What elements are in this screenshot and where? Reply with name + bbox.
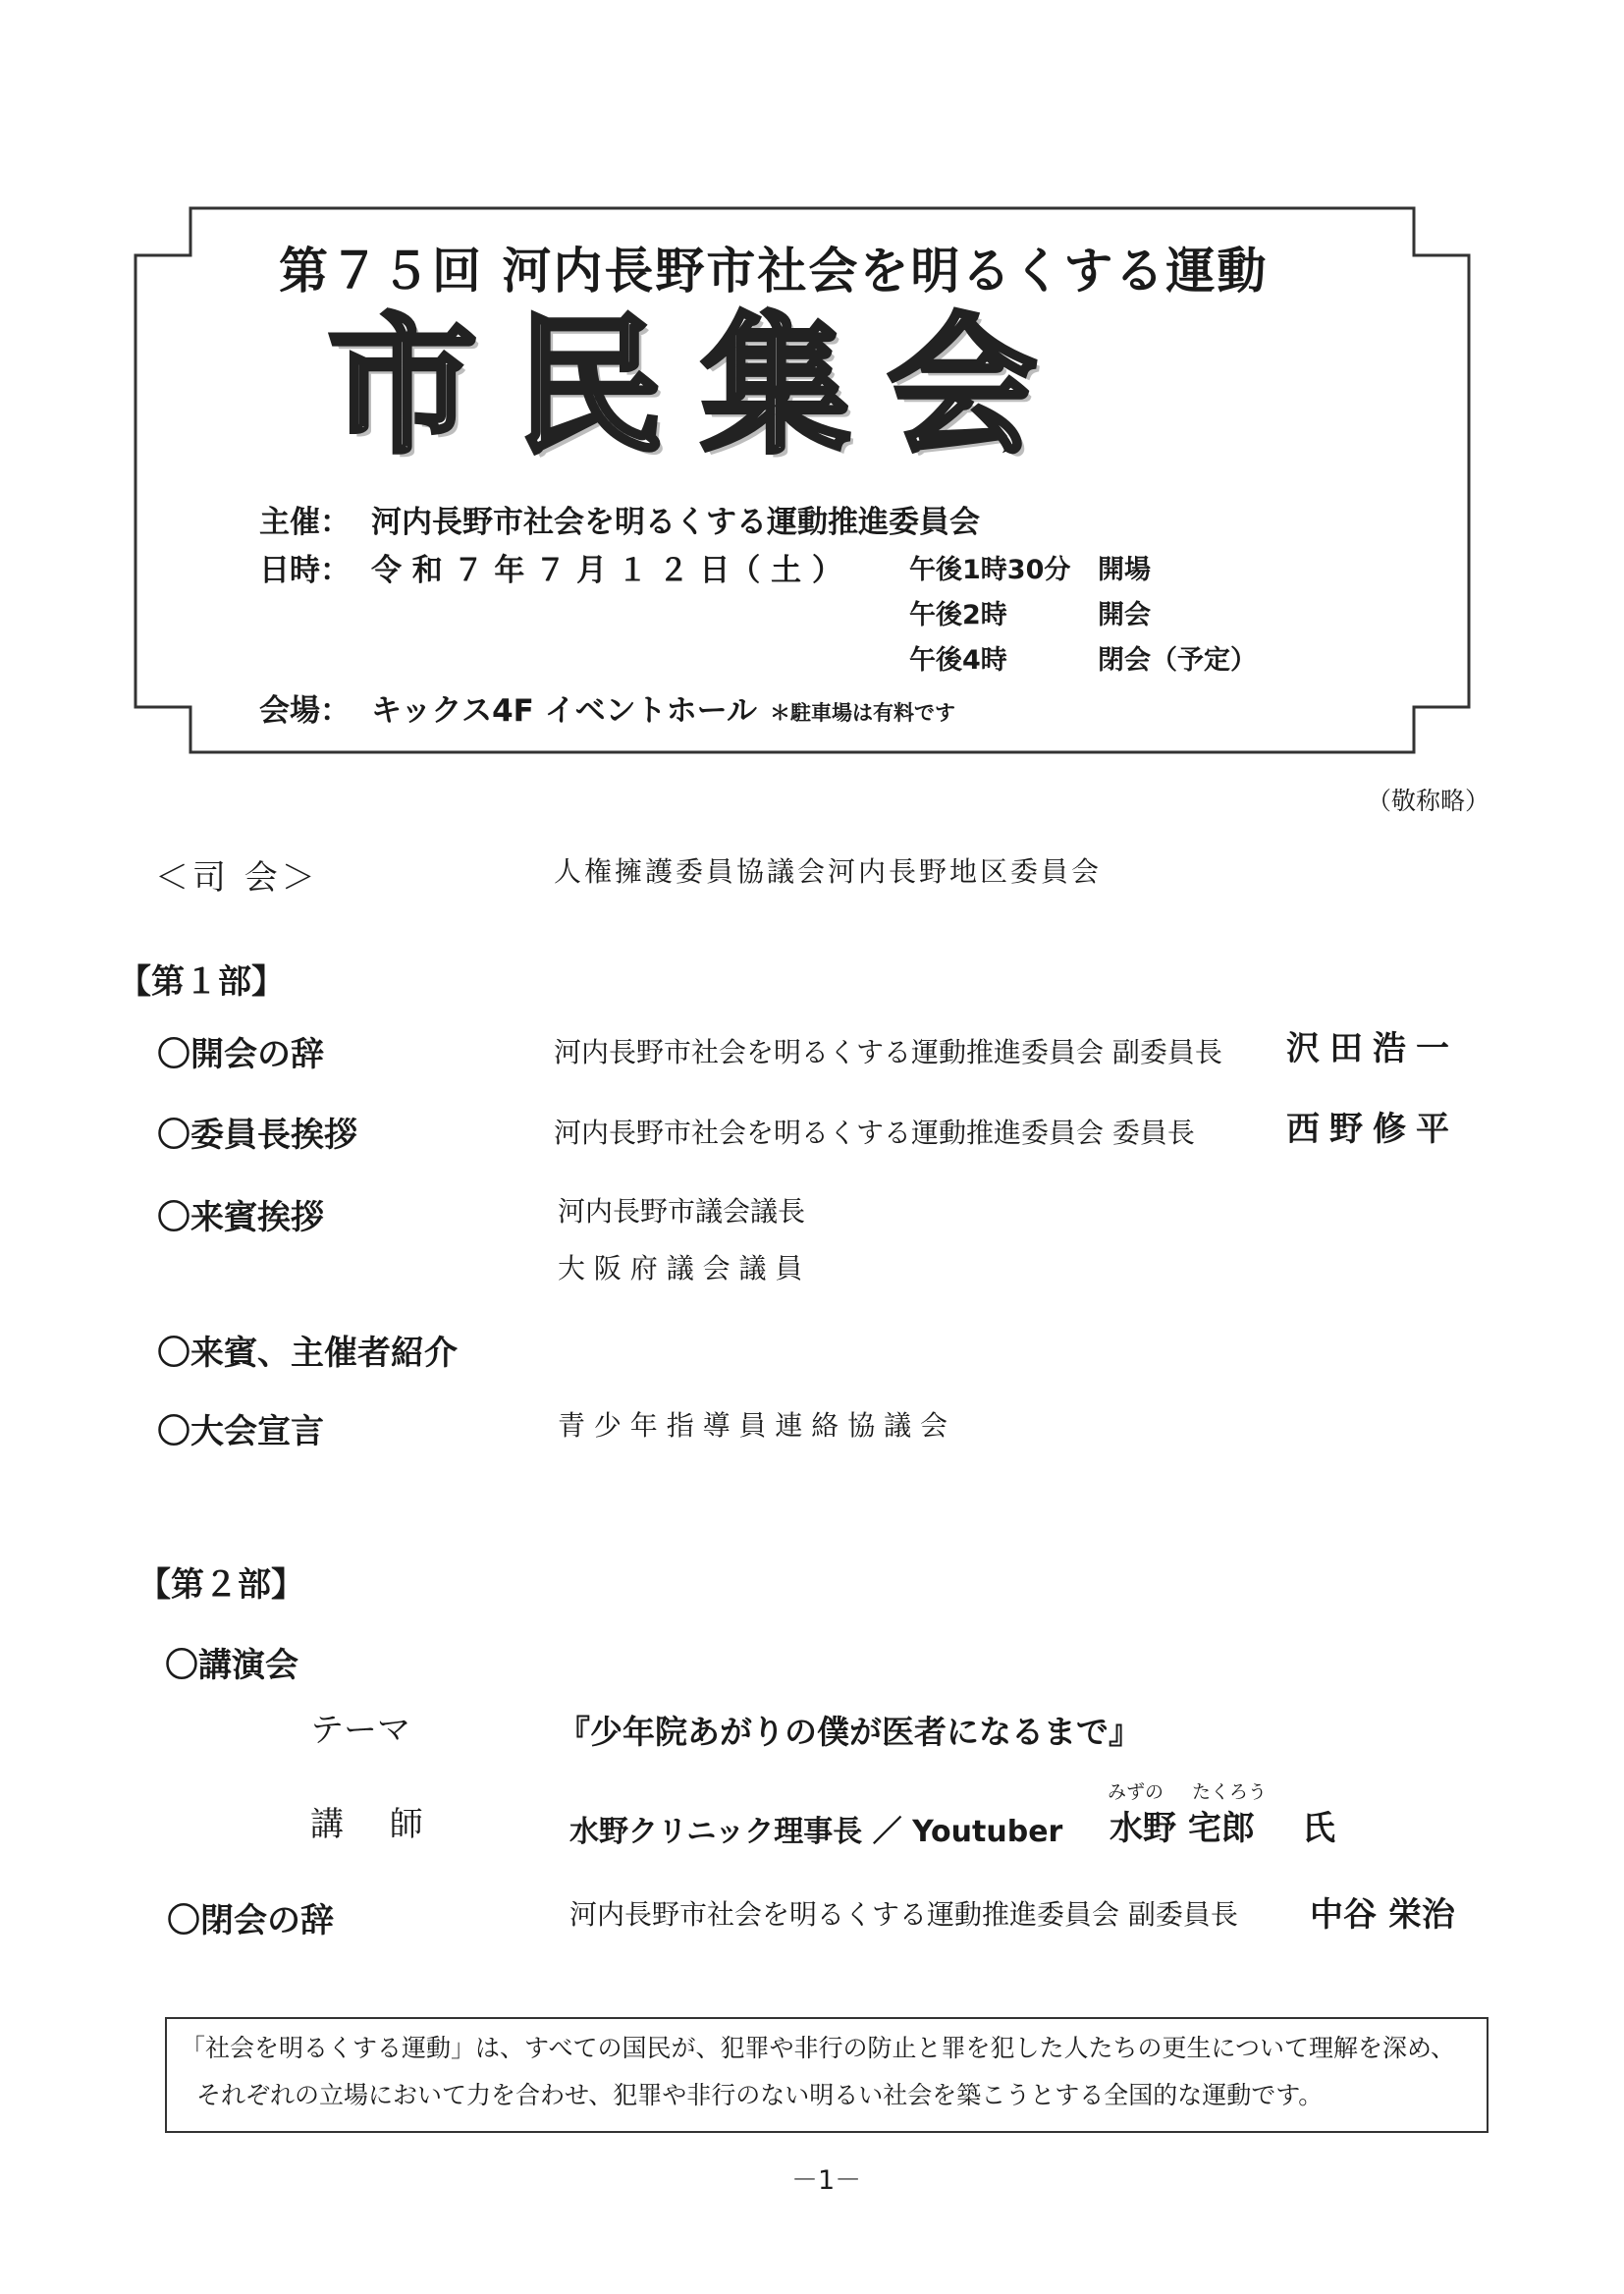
venue-label: 会場： (259, 693, 351, 729)
event-title: 第７５回 河内長野市社会を明るくする運動 (279, 243, 1269, 300)
footer-line: 「社会を明るくする運動」は、すべての国民が、犯罪や非行の防止と罪を犯した人たちの更生について理解を深め、 (181, 2034, 1456, 2062)
program-item-line: 河内長野市議会議長 (558, 1195, 806, 1228)
event-date: 令 和 ７ 年 ７ 月 １ ２ 日（ 土 ） (371, 553, 842, 588)
program-item-line: 大 阪 府 議 会 議 員 (558, 1252, 803, 1284)
page-number: －1－ (791, 2165, 862, 2196)
speaker-name: 水野 宅郎 (1110, 1809, 1255, 1848)
program-item-label: 〇委員長挨拶 (157, 1116, 357, 1155)
program-item-label: 〇来賓挨拶 (157, 1198, 324, 1237)
schedule-time: 午後4時 (909, 645, 1007, 676)
footer-line: それぞれの立場において力を合わせ、犯罪や非行のない明るい社会を築こうとする全国的な運動です。 (196, 2081, 1324, 2109)
schedule-event: 閉会（予定） (1098, 645, 1257, 676)
program-item-label: 〇開会の辞 (157, 1035, 324, 1074)
part1-heading: 【第１部】 (118, 962, 285, 1002)
program-item-org: 河内長野市社会を明るくする運動推進委員会 委員長 (554, 1117, 1195, 1149)
schedule-event: 開場 (1098, 555, 1151, 585)
program-item-label: 〇来賓、主催者紹介 (157, 1334, 458, 1373)
closing-name: 中谷 栄治 (1310, 1895, 1455, 1935)
venue-value: キックス4F イベントホール (371, 693, 757, 729)
mc-value: 人権擁護委員協議会河内長野地区委員会 (554, 855, 1103, 888)
speaker-ruby-given: たくろう (1192, 1781, 1268, 1803)
honorific-note: （敬称略） (1367, 787, 1490, 815)
datetime-label: 日時： (259, 553, 351, 588)
program-item-org: 青 少 年 指 導 員 連 絡 協 議 会 (558, 1409, 948, 1442)
big-title: 市民集会 (328, 300, 1074, 473)
speaker-ruby-family: みずの (1108, 1781, 1164, 1803)
mc-label: ＜司 会＞ (155, 858, 319, 898)
schedule-time: 午後1時30分 (909, 555, 1071, 585)
closing-label: 〇閉会の辞 (167, 1901, 334, 1940)
schedule-event: 開会 (1098, 600, 1151, 630)
speaker-org: 水野クリニック理事長 ／ Youtuber (569, 1815, 1063, 1849)
organizer-value: 河内長野市社会を明るくする運動推進委員会 (371, 505, 980, 540)
lecture-label: 〇講演会 (165, 1646, 298, 1685)
closing-org: 河内長野市社会を明るくする運動推進委員会 副委員長 (569, 1898, 1238, 1931)
lecture-theme: 『少年院あがりの僕が医者になるまで』 (558, 1713, 1141, 1751)
organizer-label: 主催： (259, 505, 351, 540)
speaker-label: 講 師 (310, 1805, 441, 1844)
schedule-time: 午後2時 (909, 600, 1007, 630)
program-item-org: 河内長野市社会を明るくする運動推進委員会 副委員長 (554, 1036, 1222, 1068)
program-item-label: 〇大会宣言 (157, 1412, 324, 1451)
parking-note: ＊駐車場は有料です (770, 701, 955, 725)
program-item-name: 沢田浩一 (1286, 1029, 1459, 1068)
program-item-name: 西野修平 (1286, 1110, 1459, 1149)
theme-label: テーマ (310, 1711, 410, 1750)
part2-heading: 【第２部】 (137, 1565, 304, 1605)
speaker-suffix: 氏 (1302, 1809, 1335, 1848)
